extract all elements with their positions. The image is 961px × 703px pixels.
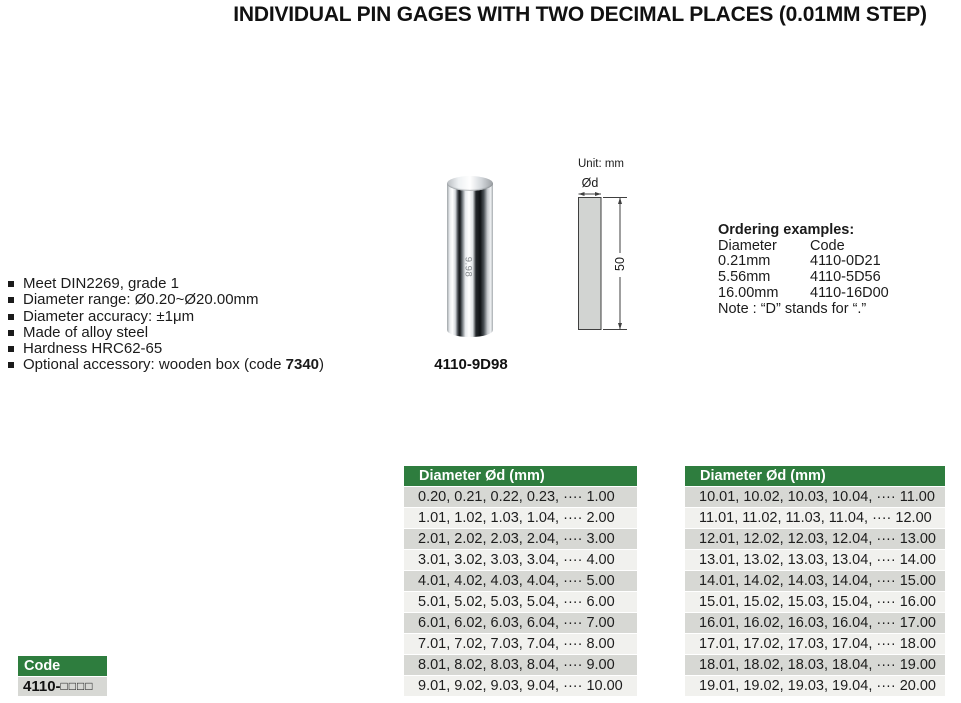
feature-item (8, 276, 398, 292)
pin-top-face (447, 176, 493, 191)
bullet-square-icon (8, 330, 14, 336)
ordering-example-row (718, 286, 938, 302)
ordering-col-diameter: Diameter (718, 237, 777, 254)
feature-item (8, 292, 398, 308)
table-header: Diameter Ød (mm) (404, 466, 637, 486)
table-row: 12.01, 12.02, 12.03, 12.04, ···· 13.00 (685, 529, 945, 549)
feature-text: Meet DIN2269, grade 1 (23, 275, 179, 292)
ordering-code: 4110-16D00 (810, 284, 889, 301)
ordering-column-row (718, 239, 938, 255)
diameter-table-left (404, 466, 637, 697)
ordering-col-code: Code (810, 237, 845, 254)
bullet-square-icon (8, 314, 14, 320)
bullet-square-icon (8, 362, 14, 368)
table-row: 17.01, 17.02, 17.03, 17.04, ···· 18.00 (685, 634, 945, 654)
ordering-code: 4110-0D21 (810, 253, 881, 270)
feature-text (23, 357, 324, 373)
code-box-header: Code (18, 656, 107, 676)
pin-gage-photo (447, 176, 493, 337)
length-dim-label: 50 (613, 257, 627, 271)
table-row: 1.01, 1.02, 1.03, 1.04, ···· 2.00 (404, 508, 637, 528)
table-row: 3.01, 3.02, 3.03, 3.04, ···· 4.00 (404, 550, 637, 570)
ordering-example-row (718, 254, 938, 270)
ordering-diameter: 5.56mm (718, 269, 771, 286)
table-row: 13.01, 13.02, 13.03, 13.04, ···· 14.00 (685, 550, 945, 570)
code-prefix: 4110- (23, 678, 61, 695)
feature-item (8, 325, 398, 341)
table-row: 10.01, 10.02, 10.03, 10.04, ···· 11.00 (685, 487, 945, 507)
table-row: 4.01, 4.02, 4.03, 4.04, ···· 5.00 (404, 571, 637, 591)
bullet-square-icon (8, 346, 14, 352)
accessory-code: 7340 (285, 356, 320, 374)
code-placeholder-squares: □□□□ (60, 679, 94, 693)
technical-drawing (565, 157, 645, 339)
table-row: 0.20, 0.21, 0.22, 0.23, ···· 1.00 (404, 487, 637, 507)
ordering-examples (718, 223, 938, 317)
bullet-square-icon (8, 281, 14, 287)
diameter-dim-label: Ød (581, 176, 599, 190)
ordering-diameter: 0.21mm (718, 253, 771, 270)
dimension-drawing-lines (565, 189, 645, 339)
feature-text: Hardness HRC62-65 (23, 340, 163, 358)
table-row: 2.01, 2.02, 2.03, 2.04, ···· 3.00 (404, 529, 637, 549)
feature-text: Diameter range: Ø0.20~Ø20.00mm (23, 291, 259, 309)
table-row: 15.01, 15.02, 15.03, 15.04, ···· 16.00 (685, 592, 945, 612)
ordering-note: Note : “D” stands for “.” (718, 300, 867, 317)
feature-text: Diameter accuracy: ±1μm (23, 307, 195, 325)
table-row: 16.01, 16.02, 16.03, 16.04, ···· 17.00 (685, 613, 945, 633)
table-row: 18.01, 18.02, 18.03, 18.04, ···· 19.00 (685, 655, 945, 675)
table-row: 9.01, 9.02, 9.03, 9.04, ···· 10.00 (404, 676, 637, 696)
feature-list (8, 276, 398, 374)
diameter-table-right (685, 466, 945, 697)
pin-cylinder (447, 183, 493, 337)
feature-item-accessory (8, 357, 398, 373)
ordering-heading: Ordering examples: (718, 222, 855, 238)
table-row: 5.01, 5.02, 5.03, 5.04, ···· 6.00 (404, 592, 637, 612)
pin-engraving: 9.98 (462, 256, 474, 278)
feature-item (8, 309, 398, 325)
table-row: 14.01, 14.02, 14.03, 14.04, ···· 15.00 (685, 571, 945, 591)
table-row: 6.01, 6.02, 6.03, 6.04, ···· 7.00 (404, 613, 637, 633)
unit-label: Unit: mm (578, 158, 624, 170)
bullet-square-icon (8, 297, 14, 303)
code-box-value (18, 677, 107, 696)
ordering-example-row (718, 270, 938, 286)
ordering-code: 4110-5D56 (810, 269, 881, 286)
product-code-label: 4110-9D98 (434, 356, 508, 373)
accessory-prefix: Optional accessory: wooden box (code (23, 356, 286, 374)
code-box (18, 656, 107, 696)
feature-item (8, 341, 398, 357)
table-row: 8.01, 8.02, 8.03, 8.04, ···· 9.00 (404, 655, 637, 675)
page-title: INDIVIDUAL PIN GAGES WITH TWO DECIMAL PLACES (0.01MM STEP) (233, 3, 927, 26)
table-row: 7.01, 7.02, 7.03, 7.04, ···· 8.00 (404, 634, 637, 654)
ordering-diameter: 16.00mm (718, 284, 779, 301)
table-header: Diameter Ød (mm) (685, 466, 945, 486)
table-body (685, 487, 945, 696)
table-row: 19.01, 19.02, 19.03, 19.04, ···· 20.00 (685, 676, 945, 696)
table-body (404, 487, 637, 696)
table-row: 11.01, 11.02, 11.03, 11.04, ···· 12.00 (685, 508, 945, 528)
feature-text: Made of alloy steel (23, 323, 149, 341)
accessory-suffix: ) (319, 356, 325, 374)
